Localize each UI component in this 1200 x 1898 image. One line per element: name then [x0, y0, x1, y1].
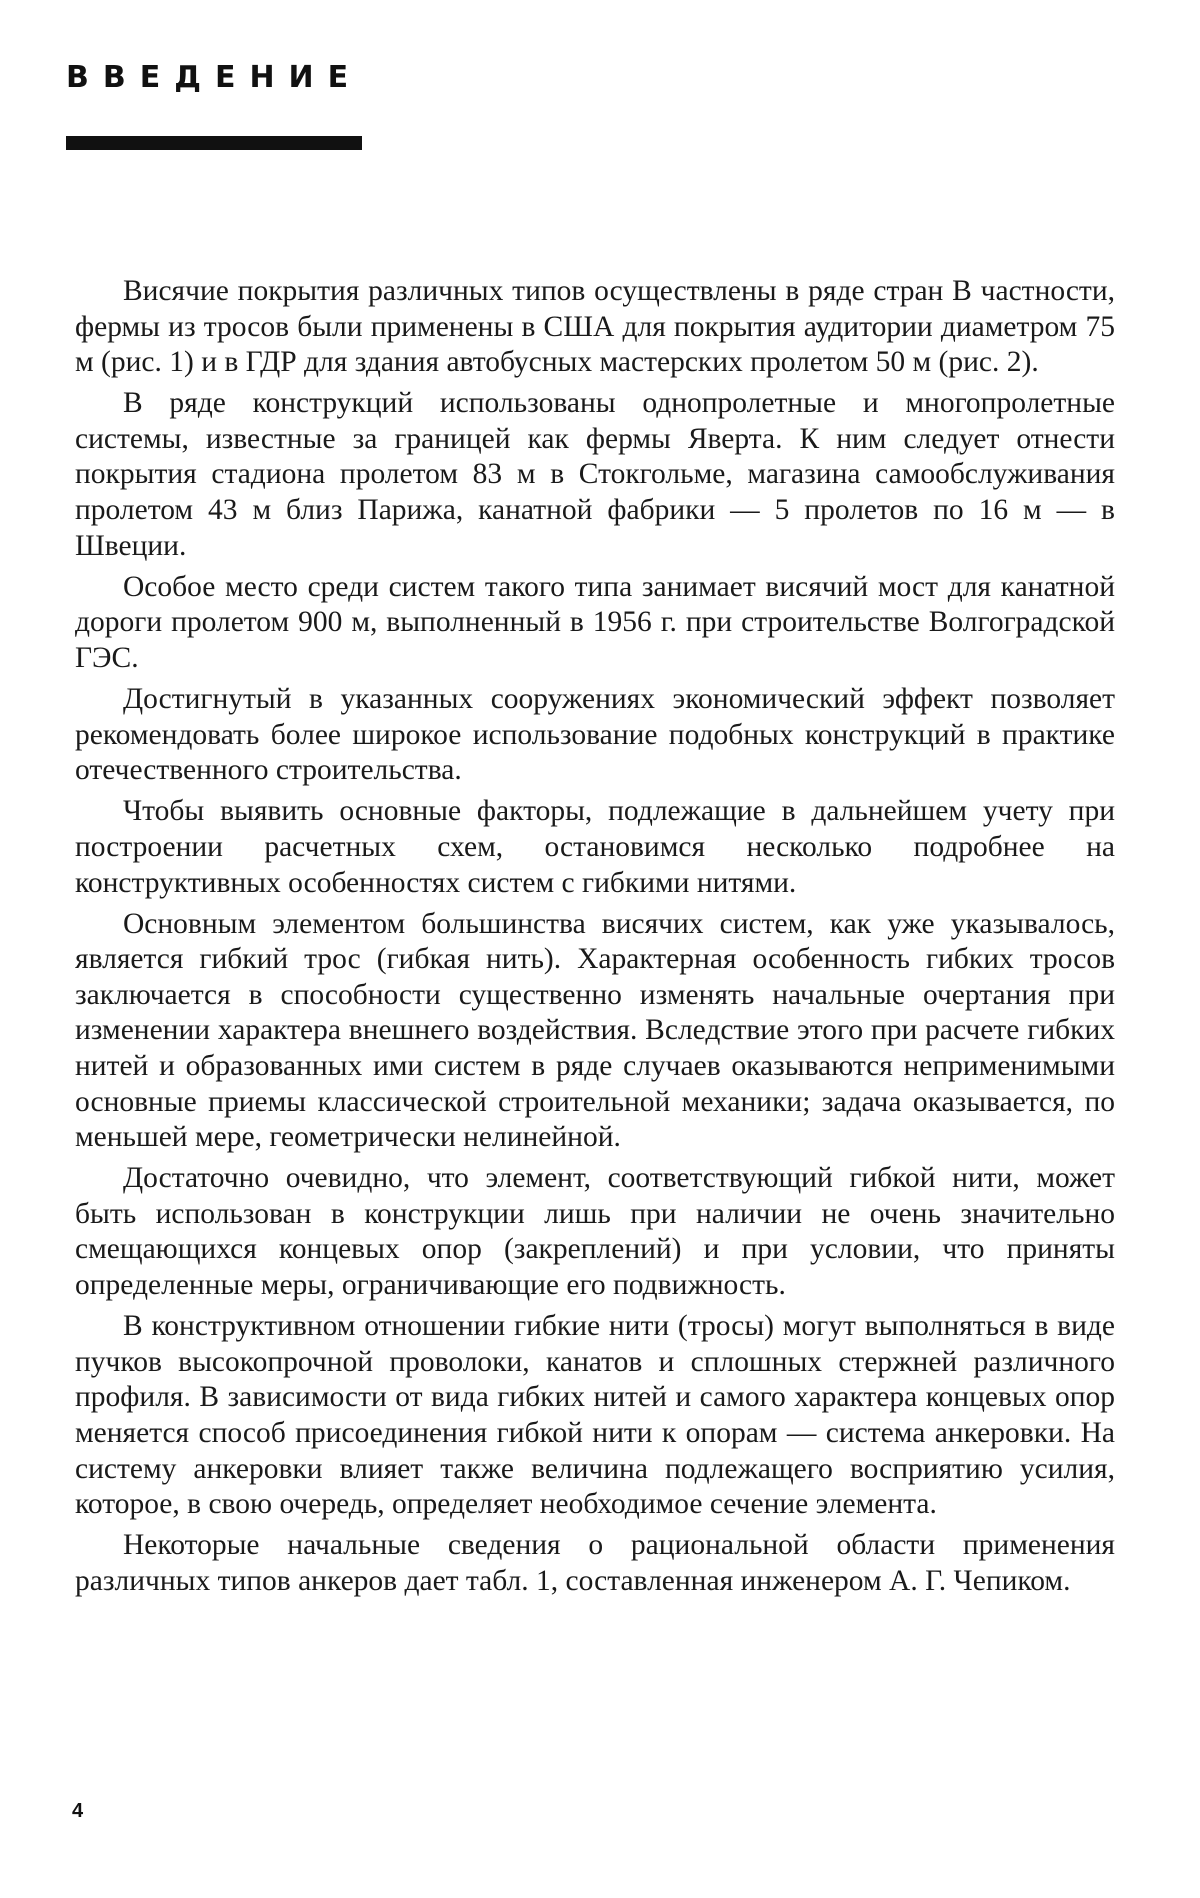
paragraph: Особое место среди систем такого типа занимает висячий мост для канатной дороги пролетом 900 м, выполненный в 1956 г. при строительстве Волгоградской ГЭС.	[75, 570, 1115, 674]
paragraph: Некоторые начальные сведения о рациональной области применения различных типов анкеров дает табл. 1, составленная инженером А. Г. Чепиком.	[75, 1529, 1115, 1597]
paragraph: В конструктивном отношении гибкие нити (тросы) могут выполняться в виде пучков высокопрочной проволоки, канатов и сплошных стержней различного профиля. В зависимости от вида гибких нитей и самого характера концевых опор меняется способ присоединения гибкой нити к опорам — система анкеровки. На систему анкеровки влияет также величина подлежащего восприятию усилия, которое, в свою очередь, определяет необходимое сечение элемента.	[75, 1310, 1115, 1521]
paragraph: В ряде конструкций использованы однопролетные и многопролетные системы, известные за границей как фермы Яверта. К ним следует отнести покрытия стадиона пролетом 83 м в Стокгольме, магазина самообслуживания пролетом 43 м близ Парижа, канатной фабрики — 5 пролетов по 16 м — в Швеции.	[75, 387, 1115, 562]
paragraph: Достаточно очевидно, что элемент, соответствующий гибкой нити, может быть использован в конструкции лишь при наличии не очень значительно смещающихся концевых опор (закреплений) и при условии, что приняты определенные меры, ограничивающие его подвижность.	[75, 1162, 1115, 1302]
paragraph: Достигнутый в указанных сооружениях экономический эффект позволяет рекомендовать более широкое использование подобных конструкций в практике отечественного строительства.	[75, 683, 1115, 787]
chapter-heading: ВВЕДЕНИЕ	[66, 60, 363, 95]
paragraph: Основным элементом большинства висячих систем, как уже указывалось, является гибкий трос (гибкая нить). Характерная особенность гибких тросов заключается в способности существенно изменять начальные очертания при изменении характера внешнего воздействия. Вследствие этого при расчете гибких нитей и образованных ими систем в ряде случаев оказываются неприменимыми основные приемы классической строительной механики; задача оказывается, по меньшей мере, геометрически нелинейной.	[75, 907, 1115, 1154]
heading-underline	[66, 136, 362, 150]
body-text	[75, 274, 1115, 1605]
paragraph: Чтобы выявить основные факторы, подлежащие в дальнейшем учету при построении расчетных схем, остановимся несколько подробнее на конструктивных особенностях систем с гибкими нитями.	[75, 795, 1115, 899]
paragraph: Висячие покрытия различных типов осуществлены в ряде стран В частности, фермы из тросов были применены в США для покрытия аудитории диаметром 75 м (рис. 1) и в ГДР для здания автобусных мастерских пролетом 50 м (рис. 2).	[75, 275, 1115, 379]
page-number: 4	[72, 1800, 84, 1822]
